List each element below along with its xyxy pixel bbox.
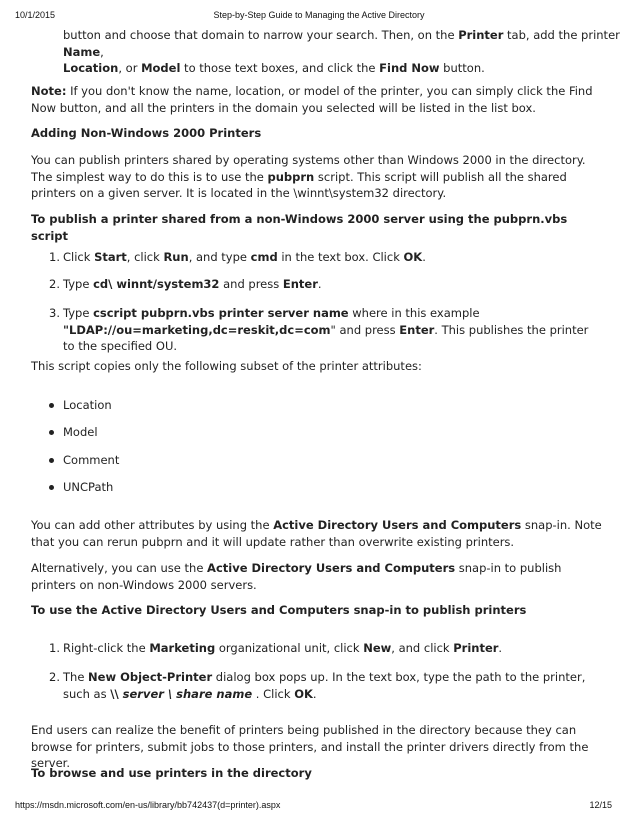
add-text-1: You can add other attributes by using the: [31, 518, 274, 532]
step-text: [63, 305, 602, 355]
find-now-label: Find Now: [379, 61, 440, 75]
list-item: [31, 452, 331, 469]
copies-paragraph: This script copies only the following subset of the printer attributes:: [31, 359, 422, 373]
procedure-heading-snapin: [31, 602, 602, 619]
step-bold-part: Enter: [282, 277, 318, 291]
procedure-heading-pubprn-text: To publish a printer shared from a non-Windows 2000 server using the pubprn.vbs script: [31, 212, 568, 243]
alternative-paragraph: [31, 560, 602, 593]
list-item: [31, 640, 602, 657]
intro-text-2: tab, add the printer: [503, 28, 620, 42]
step-bold-part: OK: [403, 250, 423, 264]
end-users-paragraph: End users can realize the benefit of printers being published in the directory because they can browse for printers, submit jobs to those printers, and install the printer drivers directly from the server.: [31, 723, 589, 770]
step-text-part: and press: [219, 277, 283, 291]
intro-text-5: to those text boxes, and click the: [180, 61, 380, 75]
step-bold-part: \\: [110, 686, 123, 701]
location-field-label: Location: [63, 61, 119, 75]
intro-paragraph: [31, 27, 634, 77]
step-text: [63, 276, 602, 293]
step-text-part: " and press: [330, 322, 400, 337]
step-text-part: organizational unit, click: [215, 641, 364, 655]
step-text-part: .: [498, 641, 503, 655]
attribute-label: UNCPath: [63, 480, 114, 494]
snapin-name: Active Directory Users and Computers: [207, 561, 456, 575]
step-text-part: Type: [63, 277, 94, 291]
section-heading-non-windows: [31, 125, 602, 142]
procedure-heading-snapin-text: To use the Active Directory Users and Computers snap-in to publish printers: [31, 603, 527, 617]
step-bold-part: New Object-Printer: [88, 670, 213, 684]
attribute-label: Comment: [63, 453, 120, 467]
step-bold-part: cmd: [250, 250, 278, 264]
step-bold-part: Marketing: [149, 641, 216, 655]
step-text-part: , click: [126, 250, 164, 264]
pubprn-label: pubprn: [267, 169, 315, 184]
note-label: Note:: [31, 84, 67, 98]
step-bold-part: cd\ winnt/system32: [93, 277, 220, 291]
step-text-part: .: [317, 277, 322, 291]
step-bold-part: Run: [163, 250, 189, 264]
publish-paragraph: [31, 152, 602, 202]
page-footer: [0, 800, 638, 814]
intro-text-1: button and choose that domain to narrow your search. Then, on the: [63, 28, 459, 42]
step-number: 1.: [49, 250, 60, 264]
procedure-heading-browse-text: To browse and use printers in the directory: [31, 766, 312, 780]
note-text: If you don't know the name, location, or model of the printer, you can simply click the Find Now button, and all the printers in the domain you selected will be listed in the list box.: [31, 84, 593, 115]
step-bold-part: New: [363, 641, 392, 655]
step-bold-part: Enter: [399, 322, 435, 337]
step-bold-part: cscript pubprn.vbs printer server name: [93, 306, 349, 320]
step-number: 1.: [49, 641, 60, 655]
publish-text-2: script. This script will publish all the shared printers on a given server. It is located in the \winnt\system32 directory.: [31, 169, 567, 200]
step-text-part: The: [63, 670, 89, 684]
alt-text-2: snap-in to publish printers on non-Windows 2000 servers.: [31, 561, 562, 592]
attribute-label: Location: [63, 398, 112, 412]
procedure-heading-pubprn: [31, 211, 602, 244]
step-text-part: where in this example: [348, 306, 480, 320]
bullet-icon: [49, 458, 54, 463]
header-title: Step-by-Step Guide to Managing the Active Directory: [213, 10, 425, 20]
step-number: 3.: [49, 306, 60, 320]
publish-text-1: You can publish printers shared by operating systems other than Windows 2000 in the directory. The simplest way to do this is to use the: [31, 153, 586, 184]
step-text-part: dialog box pops up. In the text box, type the path to the printer, such as: [63, 670, 586, 701]
step-italic-part: server \ share name: [122, 686, 253, 701]
step-text-part: .: [312, 686, 317, 701]
add-text-2: snap-in. Note that you can rerun pubprn and it will update rather than overwrite existing printers.: [31, 518, 602, 549]
note-paragraph: [31, 83, 602, 116]
step-bold-part: OK: [294, 686, 313, 701]
page-number: 12/15: [589, 800, 612, 810]
step-text-part: , and type: [188, 250, 251, 264]
intro-text-4: , or: [118, 61, 142, 75]
list-item: [31, 276, 602, 293]
step-text-part: Click: [63, 250, 95, 264]
intro-text-3: ,: [100, 44, 104, 59]
step-number: 2.: [49, 670, 60, 684]
step-text-part: Type: [63, 306, 94, 320]
bullet-icon: [49, 430, 54, 435]
step-bold-part: Start: [94, 250, 127, 264]
step-text: [63, 249, 602, 266]
name-field-label: Name: [63, 44, 101, 59]
step-text-part: Right-click the: [63, 641, 150, 655]
list-item: [31, 479, 331, 496]
step-text-part: in the text box. Click: [277, 250, 404, 264]
attribute-label: Model: [63, 425, 98, 439]
alt-text-1: Alternatively, you can use the: [31, 561, 208, 575]
step-text: [63, 640, 602, 657]
step-text-part: , and click: [391, 641, 454, 655]
add-attributes-paragraph: [31, 517, 602, 550]
list-item: [31, 424, 331, 441]
step-text-part: . Click: [252, 686, 295, 701]
bullet-icon: [49, 403, 54, 408]
list-item: [31, 669, 602, 702]
footer-url: https://msdn.microsoft.com/en-us/library/bb742437(d=printer).aspx: [15, 800, 281, 810]
snapin-name: Active Directory Users and Computers: [273, 518, 522, 532]
step-text-part: .: [422, 250, 426, 264]
page-header: [0, 10, 638, 24]
list-item: [31, 249, 602, 266]
step-text-part: . This publishes the printer to the specified OU.: [63, 322, 589, 353]
list-item: [31, 305, 602, 355]
step-text: [63, 669, 602, 702]
bullet-icon: [49, 485, 54, 490]
printer-tab-label: Printer: [458, 28, 504, 42]
intro-text-6: button.: [439, 61, 485, 75]
step-number: 2.: [49, 277, 60, 291]
step-bold-part: "LDAP://ou=marketing,dc=reskit,dc=com: [63, 322, 331, 337]
procedure-heading-browse: [31, 765, 602, 782]
list-item: [31, 397, 331, 414]
model-field-label: Model: [141, 61, 181, 75]
header-date: 10/1/2015: [15, 10, 56, 20]
section-heading-non-windows-text: Adding Non-Windows 2000 Printers: [31, 126, 262, 140]
step-bold-part: Printer: [453, 641, 499, 655]
